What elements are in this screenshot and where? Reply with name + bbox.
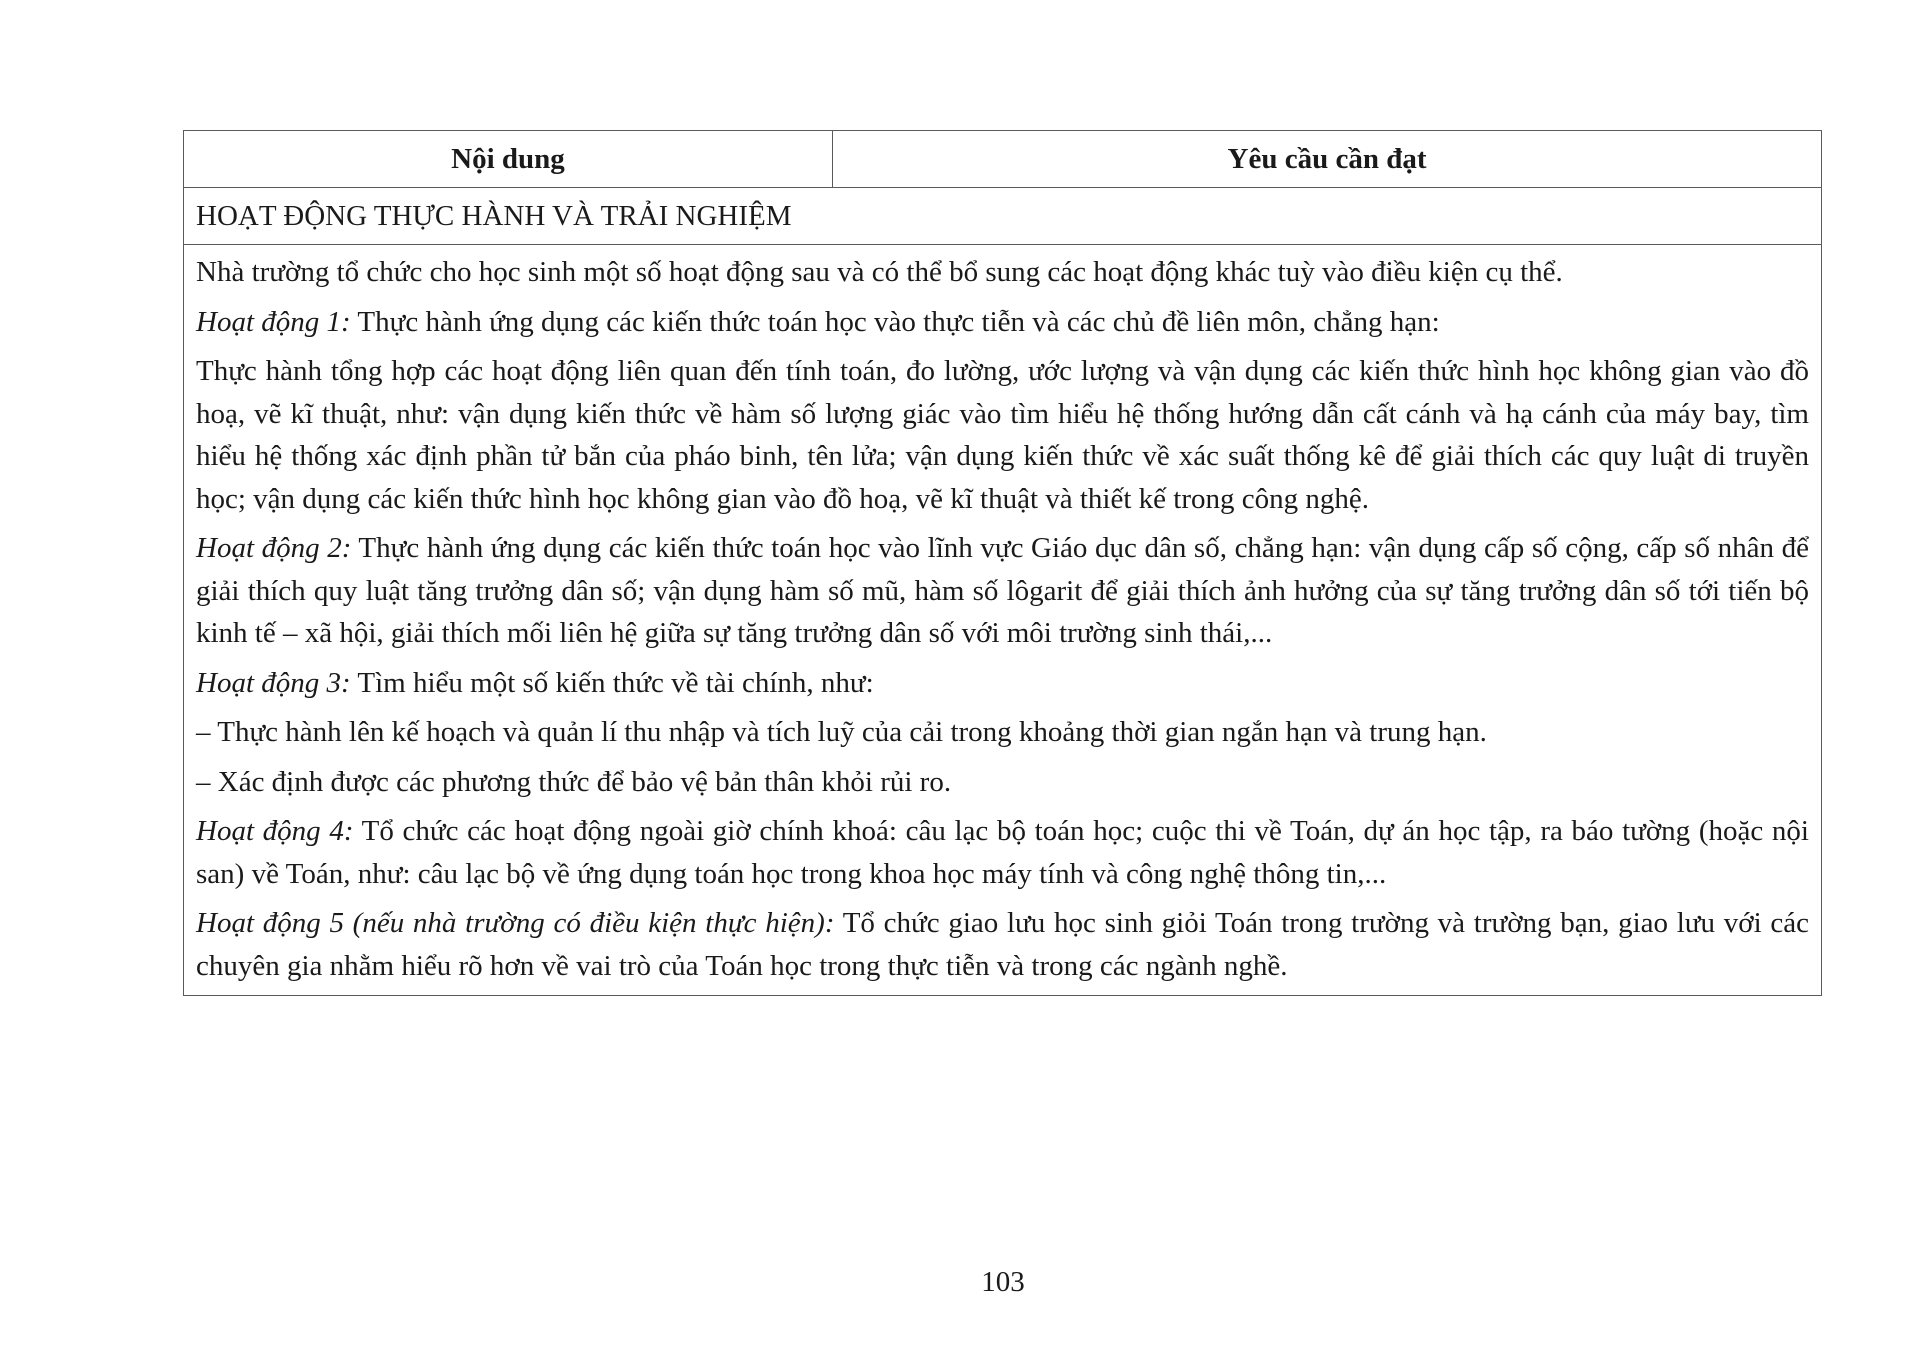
activity-5-label: Hoạt động 5 (nếu nhà trường có điều kiện thực hiện):	[196, 907, 835, 939]
activity-4-paragraph	[196, 810, 1809, 895]
activity-4-text: Tổ chức các hoạt động ngoài giờ chính khoá: câu lạc bộ toán học; cuộc thi về Toán, dự án học tập, ra báo tường (hoặc nội san) về Toán, như: câu lạc bộ về ứng dụng toán học trong khoa học máy tính và công nghệ thông tin,...	[196, 815, 1809, 890]
section-title-row	[184, 188, 1822, 245]
activity-3-bullet-2: – Xác định được các phương thức để bảo vệ bản thân khỏi rủi ro.	[196, 765, 952, 798]
activity-3-text: Tìm hiểu một số kiến thức về tài chính, như:	[350, 666, 874, 699]
activity-2-text: Thực hành ứng dụng các kiến thức toán học vào lĩnh vực Giáo dục dân số, chẳng hạn: vận dụng cấp số cộng, cấp số nhân để giải thích quy luật tăng trưởng dân số; vận dụng hàm số mũ, hàm số lôgarit để giải thích ảnh hưởng của sự tăng trưởng dân số tới tiến bộ kinh tế – xã hội, giải thích mối liên hệ giữa sự tăng trưởng dân số với môi trường sinh thái,...	[196, 532, 1809, 649]
column-header-requirements: Yêu cầu cần đạt	[833, 131, 1822, 188]
content-row	[184, 245, 1822, 996]
content-cell	[184, 245, 1822, 996]
intro-paragraph: Nhà trường tổ chức cho học sinh một số hoạt động sau và có thể bổ sung các hoạt động khác tuỳ vào điều kiện cụ thể.	[196, 256, 1563, 288]
activity-4-label: Hoạt động 4:	[196, 815, 354, 847]
curriculum-table	[183, 130, 1822, 996]
activity-2-paragraph	[196, 527, 1809, 655]
table-header-row	[184, 131, 1822, 188]
column-header-content: Nội dung	[184, 131, 833, 188]
page-number: 103	[981, 1266, 1025, 1298]
activity-3-paragraph	[196, 662, 1809, 705]
activity-5-text: Tổ chức giao lưu học sinh giỏi Toán trong trường và trường bạn, giao lưu với các chuyên gia nhằm hiểu rõ hơn về vai trò của Toán học trong thực tiễn và trong các ngành nghề.	[196, 907, 1809, 982]
section-title: HOẠT ĐỘNG THỰC HÀNH VÀ TRẢI NGHIỆM	[184, 188, 1822, 245]
activity-5-paragraph	[196, 902, 1809, 987]
activity-1-paragraph	[196, 301, 1809, 344]
activity-1-label: Hoạt động 1:	[196, 305, 351, 338]
activity-1-detail: Thực hành tổng hợp các hoạt động liên quan đến tính toán, đo lường, ước lượng và vận dụng các kiến thức hình học không gian vào đồ hoạ, vẽ kĩ thuật, như: vận dụng kiến thức về hàm số lượng giác vào tìm hiểu hệ thống hướng dẫn cất cánh và hạ cánh của máy bay, tìm hiểu hệ thống xác định phần tử bắn của pháo binh, tên lửa; vận dụng kiến thức về xác suất thống kê để giải thích các quy luật di truyền học; vận dụng các kiến thức hình học không gian vào đồ hoạ, vẽ kĩ thuật và thiết kế trong công nghệ.	[196, 355, 1809, 515]
activity-3-bullet-1: – Thực hành lên kế hoạch và quản lí thu nhập và tích luỹ của cải trong khoảng thời gian ngắn hạn và trung hạn.	[196, 716, 1487, 748]
activity-1-text: Thực hành ứng dụng các kiến thức toán học vào thực tiễn và các chủ đề liên môn, chẳng hạn:	[350, 305, 1440, 338]
activity-2-label: Hoạt động 2:	[196, 532, 352, 564]
activity-3-label: Hoạt động 3:	[196, 666, 351, 699]
